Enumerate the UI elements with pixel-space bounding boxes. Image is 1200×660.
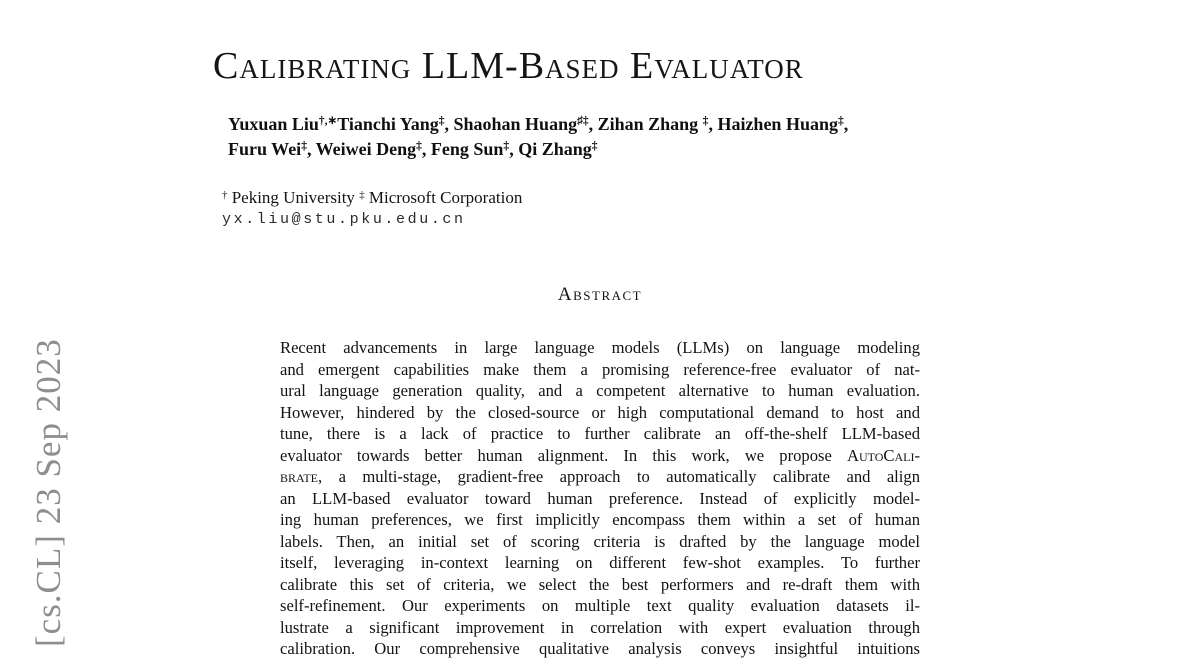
text-segment: an LLM-based evaluator toward human preference. Instead of explicitly model-	[280, 488, 920, 508]
text-segment: Yuxuan Liu	[228, 114, 319, 134]
abstract-line	[280, 466, 920, 488]
author-affiliation-mark: ‡	[416, 140, 422, 153]
abstract-line	[280, 638, 920, 660]
text-segment: Microsoft Corporation	[364, 188, 523, 207]
text-segment: and emergent capabilities make them a promising reference-free evaluator of nat-	[280, 359, 920, 379]
text-segment: itself, leveraging in-context learning on different few-shot examples. To further	[280, 553, 920, 572]
text-segment: , a multi-stage, gradient-free approach to automatically calibrate and align	[318, 467, 920, 486]
abstract-line	[280, 488, 920, 510]
email-address: yx.liu@stu.pku.edu.cn	[222, 211, 466, 228]
text-segment: tune, there is a lack of practice to further calibrate an off-the-shelf LLM-based	[280, 424, 920, 443]
text-segment: Tianchi Yang	[337, 114, 439, 134]
author-line-1	[228, 113, 948, 138]
text-segment: ing human preferences, we first implicitly encompass them within a set of human	[280, 510, 920, 529]
abstract-line	[280, 359, 920, 381]
abstract-line	[280, 617, 920, 639]
text-segment: labels. Then, an initial set of scoring criteria is drafted by the language model	[280, 531, 920, 551]
paper-title: Calibrating LLM-Based Evaluator	[213, 45, 804, 87]
author-affiliation-mark: ♯‡	[577, 115, 589, 128]
abstract-line	[280, 380, 920, 402]
abstract-heading: Abstract	[557, 284, 643, 305]
abstract-line	[280, 595, 920, 617]
author-affiliation-mark: ‡	[503, 140, 510, 153]
text-segment: Furu Wei	[228, 139, 302, 159]
text-segment: , Qi Zhang	[509, 139, 592, 159]
text-segment: , Shaohan Huang	[444, 114, 578, 134]
abstract-line	[280, 337, 920, 359]
text-segment: Peking University	[227, 188, 360, 207]
abstract-line	[280, 552, 920, 574]
abstract-line	[280, 402, 920, 424]
text-segment: lustrate a significant improvement in correlation with expert evaluation through	[280, 617, 920, 637]
abstract-line	[280, 574, 920, 596]
text-segment: , Weiwei Deng	[306, 139, 417, 159]
text-segment: Recent advancements in large language models (LLMs) on language modeling	[280, 338, 920, 357]
abstract-line	[280, 423, 920, 445]
author-affiliation-mark: ‡	[702, 115, 709, 128]
author-affiliation-mark: ‡	[438, 115, 445, 128]
text-segment: , Haizhen Huang	[708, 114, 838, 134]
text-segment: , Feng Sun	[421, 139, 504, 159]
abstract-body	[280, 337, 920, 660]
arxiv-stamp: [cs.CL] 23 Sep 2023	[29, 338, 68, 647]
abstract-line	[280, 531, 920, 553]
text-segment: calibration. Our comprehensive qualitative analysis conveys insightful intuitions	[280, 639, 920, 658]
author-line-2	[228, 138, 948, 163]
author-affiliation-mark: ‡	[301, 140, 307, 153]
author-affiliation-mark: ‡	[359, 188, 365, 201]
text-segment: self-refinement. Our experiments on multiple text quality evaluation datasets il-	[280, 596, 920, 615]
text-segment: , Zihan Zhang	[588, 114, 703, 134]
text-segment: ural language generation quality, and a competent alternative to human evaluation.	[280, 381, 920, 400]
author-affiliation-mark: †,∗	[318, 115, 338, 128]
abstract-line	[280, 445, 920, 467]
author-affiliation-mark: ‡	[591, 140, 598, 153]
text-segment: ,	[843, 114, 849, 134]
text-segment: calibrate this set of criteria, we select the best performers and re-draft them with	[280, 574, 920, 594]
affiliation-line	[222, 187, 522, 211]
text-segment: However, hindered by the closed-source or high computational demand to host and	[280, 402, 920, 422]
author-affiliation-mark: †	[222, 188, 228, 201]
author-affiliation-mark: ‡	[837, 115, 844, 128]
text-segment: AutoCali-	[846, 445, 920, 465]
text-segment: evaluator towards better human alignment. In this work, we propose	[280, 445, 847, 465]
abstract-line	[280, 509, 920, 531]
text-segment: brate	[280, 467, 319, 486]
author-block	[228, 113, 948, 163]
